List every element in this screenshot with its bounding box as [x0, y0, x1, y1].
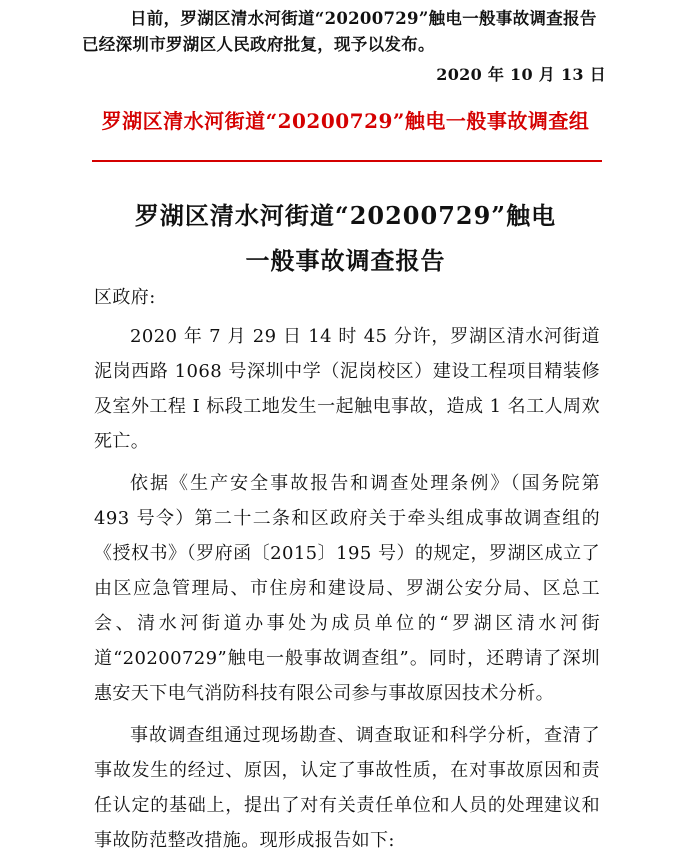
paragraph-2: 依据《生产安全事故报告和调查处理条例》（国务院第 493 号令）第二十二条和区政府关于牵头组成事故调查组的《授权书》（罗府函〔2015〕195 号）的规定，罗湖区成立了由区应急管理局、市住房和建设局、罗湖公安分局、区总工会、清水河街道办事处为成员单位的“罗湖区清水河街道“20200729”触电一般事故调查组”。同时，还聘请了深圳惠安天下电气消防科技有限公司参与事故原因技术分析。 [94, 473, 600, 704]
paragraph-1: 2020 年 7 月 29 日 14 时 45 分许，罗湖区清水河街道泥岗西路 1068 号深圳中学（泥岗校区）建设工程项目精装修及室外工程 I 标段工地发生一起触电事故，造成 1 名工人周欢死亡。 [94, 326, 600, 452]
notice-line-2: 已经深圳市罗湖区人民政府批复，现予以发布。 [82, 35, 435, 54]
salutation: 区政府: [94, 287, 156, 308]
paragraph-3: 事故调查组通过现场勘查、调查取证和科学分析，查清了事故发生的经过、原因，认定了事故性质，在对事故原因和责任认定的基础上，提出了对有关责任单位和人员的处理建议和事故防范整改措施。现形成报告如下: [94, 725, 600, 851]
report-body [94, 280, 600, 865]
report-title-line-1: 罗湖区清水河街道“20200729”触电 [134, 201, 557, 230]
red-divider [92, 160, 602, 162]
issuer-heading: 罗湖区清水河街道“20200729”触电一般事故调查组 [101, 109, 590, 133]
report-title-line-2: 一般事故调查报告 [245, 246, 446, 275]
notice-date: 2020 年 10 月 13 日 [436, 65, 606, 84]
notice-line-1: 日前，罗湖区清水河街道“20200729”触电一般事故调查报告 [130, 9, 597, 28]
